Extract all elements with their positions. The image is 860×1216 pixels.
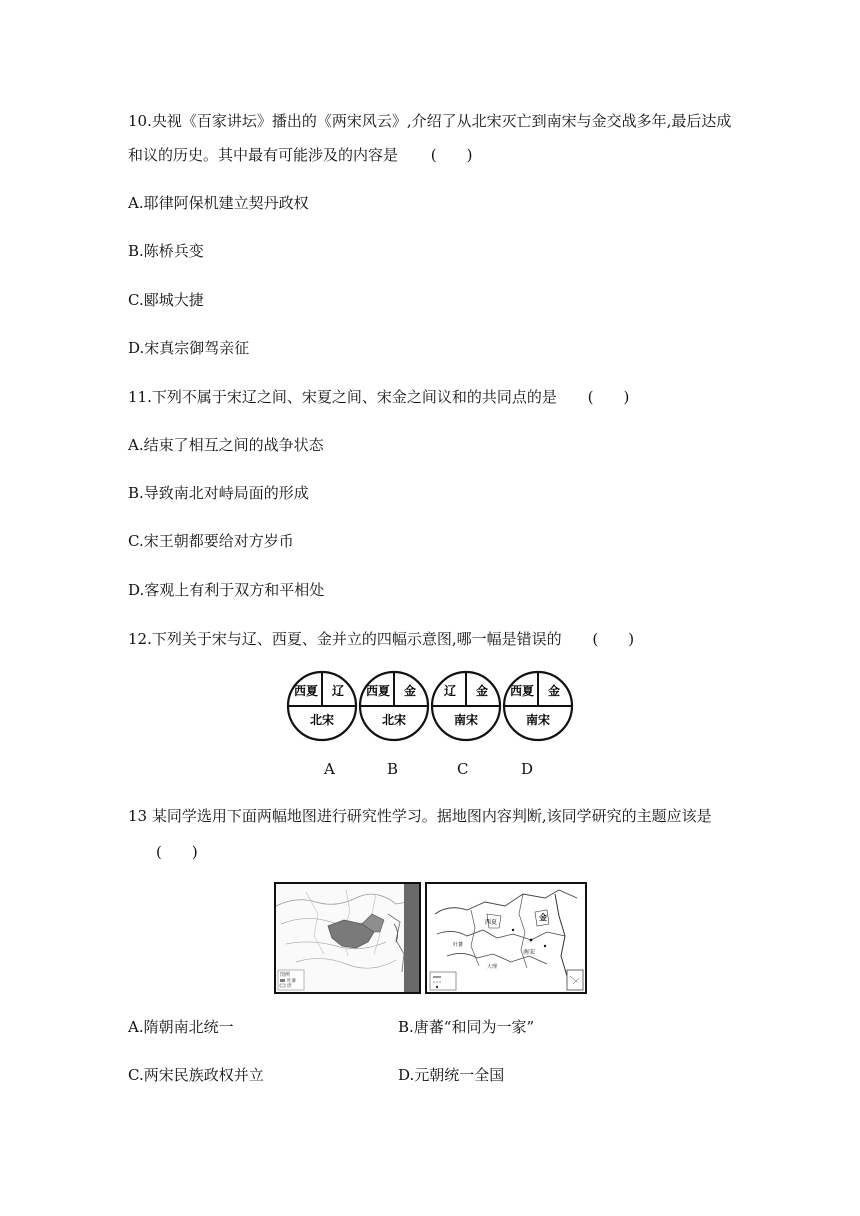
diagram-a-letter: A (324, 760, 335, 778)
map2-label-dali: 大理 (487, 964, 498, 970)
diagram-a-top-left: 西夏 (293, 684, 319, 698)
q13-option-d: D.元朝统一全国 (398, 1066, 505, 1084)
map1-legend-tubo: 吐蕃 (287, 979, 296, 984)
map-tang-tubo (274, 882, 421, 994)
diagram-b-letter: B (387, 760, 399, 778)
q10-option-b: B.陈桥兵变 (128, 242, 204, 260)
diagram-c-top-left: 辽 (443, 684, 457, 698)
diagram-c-bottom: 南宋 (453, 713, 479, 727)
map-song-jin (425, 882, 587, 994)
q11-answer-paren: ( ) (587, 388, 630, 406)
q12-answer-paren: ( ) (592, 630, 635, 648)
q13-option-a: A.隋朝南北统一 (128, 1018, 234, 1036)
diagram-a (288, 672, 356, 740)
diagram-b (360, 672, 428, 740)
q13-answer-paren: ( ) (156, 843, 198, 861)
q10-option-c: C.郾城大捷 (128, 291, 204, 309)
map2-label-nansong: 南宋 (523, 949, 536, 956)
diagram-c (432, 672, 500, 740)
q11-option-b: B.导致南北对峙局面的形成 (128, 484, 309, 502)
q11-option-c: C.宋王朝都要给对方岁币 (128, 532, 294, 550)
diagram-d (504, 672, 572, 740)
diagram-b-top-right: 金 (403, 684, 417, 698)
q13-option-b: B.唐蕃“和同为一家” (398, 1018, 535, 1036)
q12-stem (128, 629, 634, 649)
map2-label-xixia: 西夏 (485, 919, 498, 926)
map1-legend-title: 图例 (280, 972, 291, 978)
diagram-a-top-right: 辽 (331, 684, 345, 698)
q10-stem-text: 和议的历史。其中最有可能涉及的内容是 (128, 146, 399, 164)
q11-stem (128, 387, 629, 407)
q10-stem-line1: 10.央视《百家讲坛》播出的《两宋风云》,介绍了从北宋灭亡到南宋与金交战多年,最后达成 (128, 112, 732, 130)
diagram-d-letter: D (521, 760, 534, 778)
q13-option-c: C.两宋民族政权并立 (128, 1066, 264, 1084)
map1-legend-tang: 唐 (287, 984, 292, 989)
diagram-a-bottom: 北宋 (309, 713, 335, 727)
q12-diagrams (285, 668, 575, 746)
diagram-d-bottom: 南宋 (525, 713, 551, 727)
q11-option-d: D.客观上有利于双方和平相处 (128, 581, 325, 599)
q11-option-a: A.结束了相互之间的战争状态 (128, 436, 324, 454)
q13-stem: 13 某同学选用下面两幅地图进行研究性学习。据地图内容判断,该同学研究的主题应该是 (128, 807, 712, 825)
diagram-c-top-right: 金 (475, 684, 489, 698)
q12-stem-text: 12.下列关于宋与辽、西夏、金并立的四幅示意图,哪一幅是错误的 (128, 630, 562, 648)
q11-stem-text: 11.下列不属于宋辽之间、宋夏之间、宋金之间议和的共同点的是 (128, 388, 557, 406)
map2-label-tubo: 吐蕃 (453, 942, 464, 948)
map2-label-jin: 金 (539, 913, 547, 922)
q10-option-d: D.宋真宗御驾亲征 (128, 339, 250, 357)
diagram-c-letter: C (457, 760, 469, 778)
q10-stem-line2 (128, 145, 473, 165)
diagram-b-top-left: 西夏 (365, 684, 391, 698)
q10-option-a: A.耶律阿保机建立契丹政权 (128, 194, 309, 212)
q10-answer-paren: ( ) (430, 146, 473, 164)
diagram-d-top-left: 西夏 (509, 684, 535, 698)
diagram-b-bottom: 北宋 (381, 713, 407, 727)
diagram-d-top-right: 金 (547, 684, 561, 698)
